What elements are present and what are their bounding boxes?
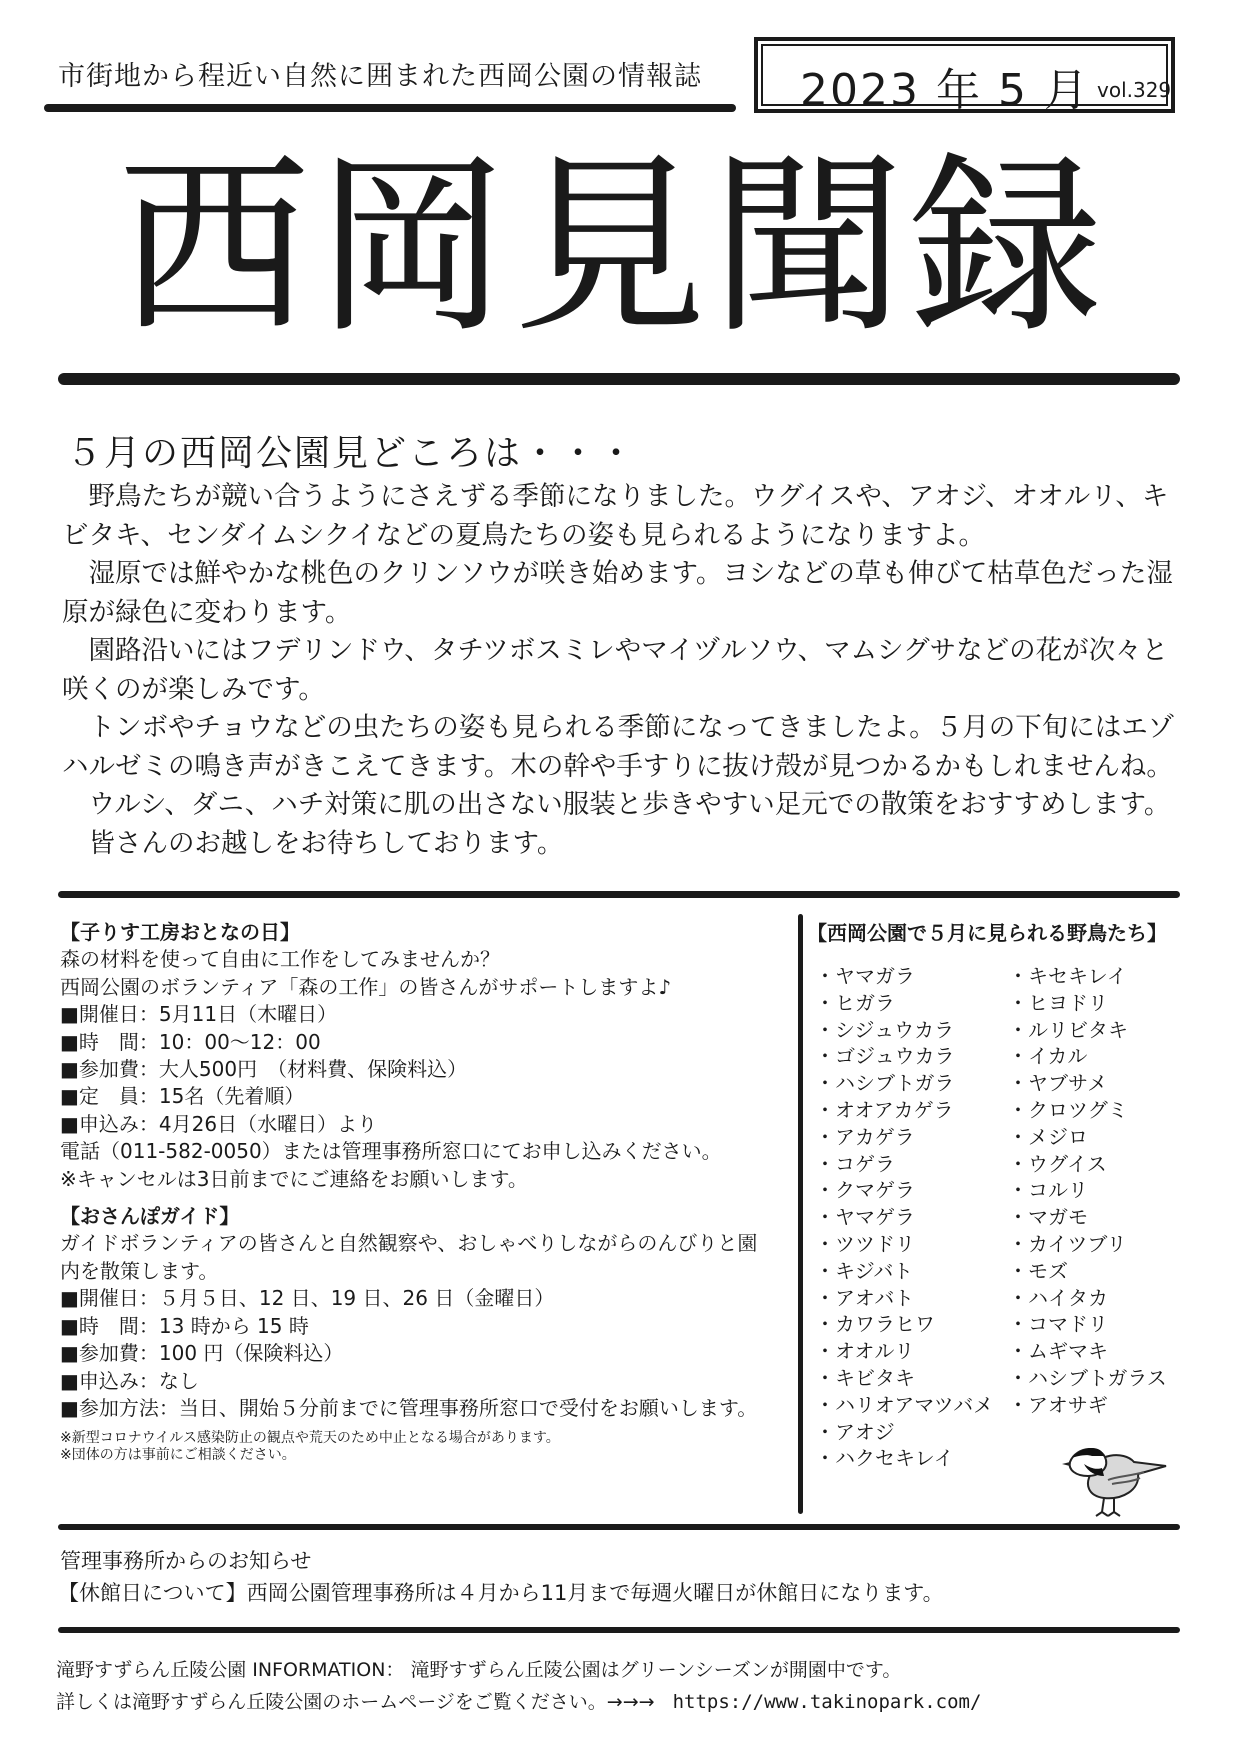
volume-number: vol.329 [1097, 78, 1172, 102]
bird-list-item: ・ ツツドリ [815, 1231, 993, 1258]
footer-link-line [56, 1687, 981, 1714]
column-divider [798, 914, 803, 1514]
event-cancel-note: ※キャンセルは3日前までにご連絡をお願いします。 [60, 1166, 528, 1191]
event-description: 森の材料を使って自由に工作をしてみませんか？ [60, 947, 500, 972]
events-column [60, 919, 790, 1464]
bird-list-left [815, 963, 993, 1472]
event-fee: ■参加費：大人500円 （材料費、保険料込） [60, 1057, 468, 1082]
event-apply: ■申込み：なし [60, 1368, 199, 1393]
bird-list-item: ・ コマドリ [1008, 1311, 1167, 1338]
event-capacity: ■定 員：15名（先着順） [60, 1084, 305, 1109]
intro-divider [58, 891, 1180, 898]
tagline-underline [44, 104, 736, 112]
bird-list-item: ・ マガモ [1008, 1204, 1167, 1231]
intro-text [62, 478, 1182, 863]
bird-list-item: ・ ヒガラ [815, 990, 993, 1017]
bird-list-item: ・ コルリ [1008, 1177, 1167, 1204]
bird-list-item: ・ クマゲラ [815, 1177, 993, 1204]
bird-list-right [1008, 963, 1167, 1419]
event-fee: ■参加費：100 円（保険料込） [60, 1341, 344, 1366]
bird-list-item: ・ カイツブリ [1008, 1231, 1167, 1258]
bird-list-item: ・ オオルリ [815, 1338, 993, 1365]
bird-list-item: ・ オオアカゲラ [815, 1097, 993, 1124]
bird-list-item: ・ ハクセキレイ [815, 1445, 993, 1472]
bird-list-item: ・ キジバト [815, 1258, 993, 1285]
event-title: 【子りす工房おとなの日】 [60, 920, 300, 944]
masthead-divider [58, 373, 1180, 385]
notice-divider [58, 1627, 1180, 1633]
bird-list-item: ・ コゲラ [815, 1151, 993, 1178]
notice-body: 【休館日について】西岡公園管理事務所は４月から11月まで毎週火曜日が休館日になります。 [58, 1581, 944, 1605]
bird-list-item: ・ メジロ [1008, 1124, 1167, 1151]
event-description: ガイドボランティアの皆さんと自然観察や、おしゃべりしながらのんびりと園 [60, 1231, 758, 1256]
event-title: 【おさんぽガイド】 [60, 1204, 240, 1229]
intro-paragraph: 湿原では鮮やかな桃色のクリンソウが咲き始めます。ヨシなどの草も伸びて枯草色だった湿原が緑色に変わります。 [62, 558, 1173, 628]
event-date: ■開催日：5月11日（木曜日） [60, 1002, 338, 1027]
bird-list-item: ・ モズ [1008, 1258, 1167, 1285]
bird-list-item: ・ ウグイス [1008, 1151, 1167, 1178]
bird-illustration [1062, 1432, 1172, 1518]
intro-paragraph: ウルシ、ダニ、ハチ対策に肌の出さない服装と歩きやすい足元での散策をおすすめします。 [88, 789, 1171, 820]
bird-list-item: ・ ムギマキ [1008, 1338, 1167, 1365]
bird-list-item: ・ ヤマガラ [815, 963, 993, 990]
bird-list-item: ・ シジュウカラ [815, 1017, 993, 1044]
event-phone: 電話（011-582-0050）または管理事務所窓口にてお申し込みください。 [60, 1139, 722, 1164]
bird-list-item: ・ アオサギ [1008, 1392, 1167, 1419]
events-divider [58, 1524, 1180, 1530]
bird-list-item: ・ ハシブトガラス [1008, 1365, 1167, 1392]
footer-text: 詳しくは滝野すずらん丘陵公園のホームページをご覧ください。→→→ [56, 1691, 655, 1713]
masthead-title: 西岡見聞録 [118, 136, 1108, 359]
website-link[interactable]: https://www.takinopark.com/ [672, 1691, 982, 1713]
issue-date: 2023 年 5 月 [800, 65, 1090, 116]
event-description: 西岡公園のボランティア「森の工作」の皆さんがサポートしますよ♪ [60, 974, 672, 999]
bird-list-item: ・ ハイタカ [1008, 1285, 1167, 1312]
event-footnote: ※団体の方は事前にご相談ください。 [60, 1447, 296, 1464]
bird-list-item: ・ カワラヒワ [815, 1311, 993, 1338]
event-description: 内を散策します。 [60, 1258, 219, 1283]
event-method: ■参加方法：当日、開始５分前までに管理事務所窓口で受付をお願いします。 [60, 1395, 758, 1420]
tagline: 市街地から程近い自然に囲まれた西岡公園の情報誌 [58, 61, 702, 92]
intro-paragraph: 野鳥たちが競い合うようにさえずる季節になりました。ウグイスや、アオジ、オオルリ、キビタキ、センダイムシクイなどの夏鳥たちの姿も見られるようになりますよ。 [62, 481, 1169, 551]
bird-list-item: ・ アオバト [815, 1285, 993, 1312]
bird-list-item: ・ アオジ [815, 1419, 993, 1446]
bird-list-item: ・ キセキレイ [1008, 963, 1167, 990]
bird-list-item: ・ ヤブサメ [1008, 1070, 1167, 1097]
event-time: ■時 間：13 時から 15 時 [60, 1313, 309, 1338]
bird-list-item: ・ アカゲラ [815, 1124, 993, 1151]
bird-list-item: ・ ハリオアマツバメ [815, 1392, 993, 1419]
bird-list-item: ・ クロツグミ [1008, 1097, 1167, 1124]
notice-title: 管理事務所からのお知らせ [60, 1549, 312, 1573]
event-time: ■時 間：10：00～12：00 [60, 1029, 321, 1054]
bird-list-item: ・ ヤマゲラ [815, 1204, 993, 1231]
bird-list-item: ・ ヒヨドリ [1008, 990, 1167, 1017]
bird-list-item: ・ イカル [1008, 1043, 1167, 1070]
bird-list-item: ・ ハシブトガラ [815, 1070, 993, 1097]
event-apply: ■申込み：4月26日（水曜日）より [60, 1111, 378, 1136]
section-title: ５月の西岡公園見どころは・・・ [66, 433, 637, 474]
birds-title: 【西岡公園で５月に見られる野鳥たち】 [807, 921, 1167, 945]
bird-list-item: ・ キビタキ [815, 1365, 993, 1392]
bird-list-item: ・ ゴジュウカラ [815, 1043, 993, 1070]
bird-list-item: ・ ルリビタキ [1008, 1017, 1167, 1044]
footer-info: 滝野すずらん丘陵公園 INFORMATION： 滝野すずらん丘陵公園はグリーンシーズンが開園中です。 [56, 1659, 902, 1681]
event-footnote: ※新型コロナウイルス感染防止の観点や荒天のため中止となる場合があります。 [60, 1430, 560, 1447]
event-date: ■開催日：５月５日、12 日、19 日、26 日（金曜日） [60, 1286, 555, 1311]
intro-paragraph: 皆さんのお越しをお待ちしております。 [88, 827, 564, 859]
intro-paragraph: トンボやチョウなどの虫たちの姿も見られる季節になってきましたよ。５月の下旬にはエゾハルゼミの鳴き声がきこえてきます。木の幹や手すりに抜け殻が見つかるかもしれませんね。 [62, 712, 1175, 782]
intro-paragraph: 園路沿いにはフデリンドウ、タチツボスミレやマイヅルソウ、マムシグサなどの花が次々と咲くのが楽しみです。 [62, 635, 1169, 705]
